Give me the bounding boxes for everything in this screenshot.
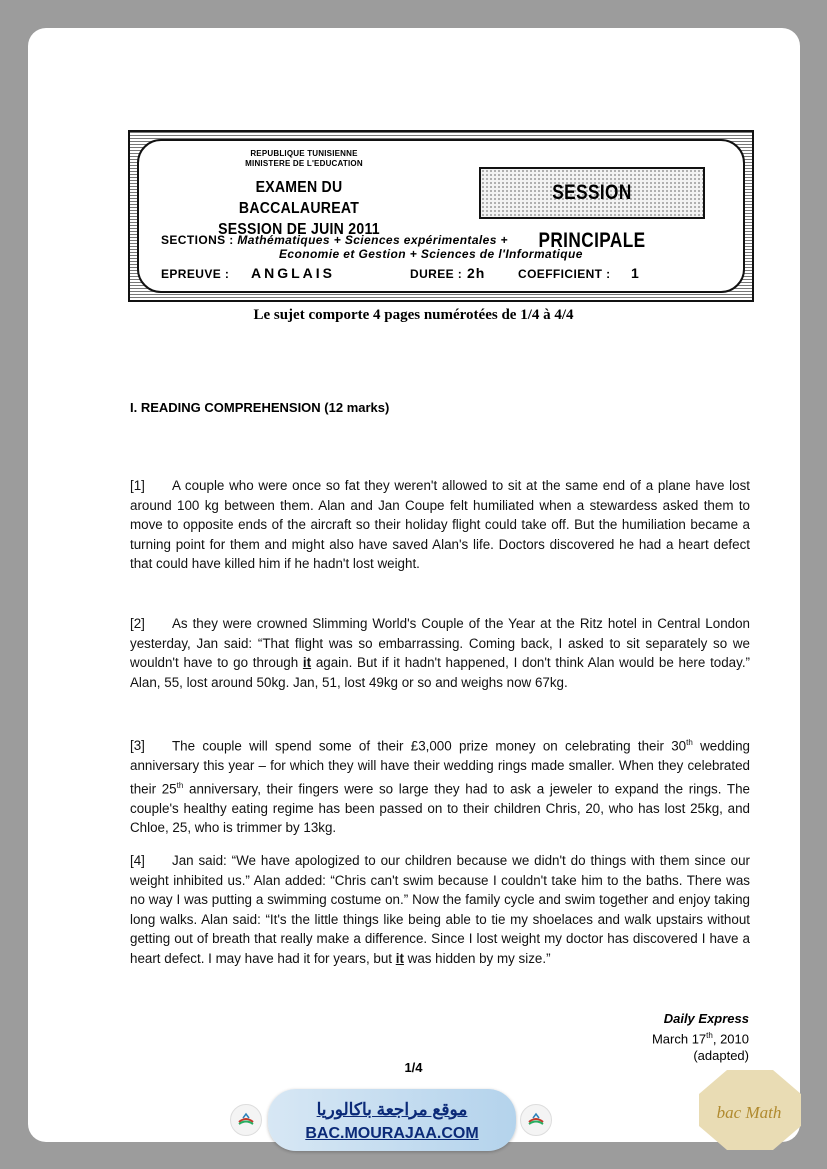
paragraph-text: As they were crowned Slimming World's Couple of the Year at the Ritz hotel in Central London yesterday, Jan said: “That flight was so embarrassing. Coming back, I asked to sit separately so we wouldn't have to go through bbox=[130, 616, 750, 671]
paragraph-number: [2] bbox=[130, 616, 145, 631]
book-icon bbox=[231, 1105, 261, 1135]
epreuve-label: EPREUVE : bbox=[161, 267, 230, 281]
page-number: 1/4 bbox=[404, 1060, 423, 1075]
site-logo-left bbox=[230, 1104, 262, 1136]
pages-note: Le sujet comporte 4 pages numérotées de 1/4 à 4/4 bbox=[253, 307, 574, 323]
section-heading: I. READING COMPREHENSION (12 marks) bbox=[130, 400, 390, 415]
paragraph-text: wedding anniversary this year – for which they will have their wedding rings made smaller. When they celebrated their 25 bbox=[130, 738, 750, 797]
bacmath-text: bac Math bbox=[716, 1103, 782, 1122]
underlined-word: it bbox=[302, 655, 312, 671]
banner-arabic-link[interactable]: موقع مراجعة باكالوريا bbox=[316, 1100, 468, 1119]
session-type: SESSION PRINCIPALE bbox=[538, 181, 646, 252]
sections-list-1: Mathématiques + Sciences expérimentales + bbox=[237, 233, 508, 247]
coefficient-value: 1 bbox=[631, 265, 642, 281]
site-logo-right bbox=[520, 1104, 552, 1136]
paragraph-text: was hidden by my size.” bbox=[403, 950, 551, 966]
session-date: SESSION DE JUIN 2011 bbox=[218, 221, 380, 238]
ministry-label: MINISTERE DE L'EDUCATION bbox=[245, 159, 363, 168]
banner-site-link[interactable]: BAC.MOURAJAA.COM bbox=[305, 1125, 479, 1142]
superscript: th bbox=[176, 780, 184, 790]
source-note: (adapted) bbox=[693, 1048, 749, 1064]
paragraph-number: [4] bbox=[130, 853, 145, 868]
session-type-box bbox=[479, 167, 705, 252]
issuer-block bbox=[219, 149, 389, 169]
sections-label: SECTIONS : bbox=[161, 233, 234, 247]
exam-title: EXAMEN DU BACCALAUREAT bbox=[238, 179, 360, 217]
paragraph-text: Jan said: “We have apologized to our children because we didn't do things with them since our weight inhibited us.” Alan added: “Chris can't swim because I couldn't take him to the baths. There was no way I was putting a swimming costume on.” Now the family cycle and swim together and enjoy taking long walks. Alan said: “It's the little things like being able to tie my shoelaces and walk upstairs without getting out of breath that really make a difference. Since I lost weight my doctor has discovered I have a heart defect. I may have had it for years, but bbox=[130, 853, 750, 966]
country-label: REPUBLIQUE TUNISIENNE bbox=[250, 149, 358, 158]
duree-label: DUREE : bbox=[410, 267, 463, 281]
sections-line bbox=[161, 233, 508, 247]
paragraph-4 bbox=[130, 851, 750, 969]
duree-value: 2h bbox=[467, 265, 486, 281]
paragraph-text: The couple will spend some of their £3,000 prize money on celebrating their 30 bbox=[172, 738, 687, 754]
book-icon bbox=[521, 1105, 551, 1135]
source-publication: Daily Express bbox=[663, 1011, 749, 1026]
underlined-word: it bbox=[395, 950, 404, 966]
source-date: March 17th, 2010 bbox=[651, 1031, 749, 1047]
source-citation bbox=[652, 1010, 749, 1064]
paragraph-text: again. But if it hadn't happened, I don't think Alan would be here today.” Alan, 55, lost around 50kg. Jan, 51, lost 49kg or so and weighs now 67kg. bbox=[130, 655, 751, 690]
paragraph-3 bbox=[130, 733, 750, 838]
paragraph-text: A couple who were once so fat they weren't allowed to sit at the same end of a plane have lost around 100 kg between them. Alan and Jan Coupe felt humiliated when a stewardess asked them to move to opposite ends of the aircraft so their holiday flight could take off. But the humiliation became a turning point for them and might also have saved Alan's life. Doctors discovered he had a heart defect that could have killed him if he hadn't lost weight. bbox=[130, 478, 750, 572]
paragraph-number: [1] bbox=[130, 478, 145, 493]
sections-list-2: Economie et Gestion + Sciences de l'Informatique bbox=[279, 247, 583, 261]
exam-title-block bbox=[193, 177, 404, 240]
site-banner[interactable] bbox=[268, 1089, 516, 1151]
coefficient-label: COEFFICIENT : bbox=[518, 267, 611, 281]
paragraph-text: anniversary, their fingers were so large they had to ask a jeweler to expand the rings. The couple's healthy eating regime has been passed on to their children Chris, 20, who has lost 25kg, and Chloe, 25, who is trimmer by 13kg. bbox=[130, 781, 750, 836]
superscript: th bbox=[686, 738, 693, 747]
exam-header-frame bbox=[128, 130, 754, 302]
paragraph-1 bbox=[130, 476, 750, 574]
bacmath-logo-icon bbox=[697, 1068, 803, 1152]
bacmath-badge bbox=[697, 1068, 803, 1152]
epreuve-value: ANGLAIS bbox=[251, 265, 335, 281]
paragraph-number: [3] bbox=[130, 738, 145, 754]
paragraph-2 bbox=[130, 614, 750, 692]
exam-header-inner bbox=[137, 139, 745, 293]
